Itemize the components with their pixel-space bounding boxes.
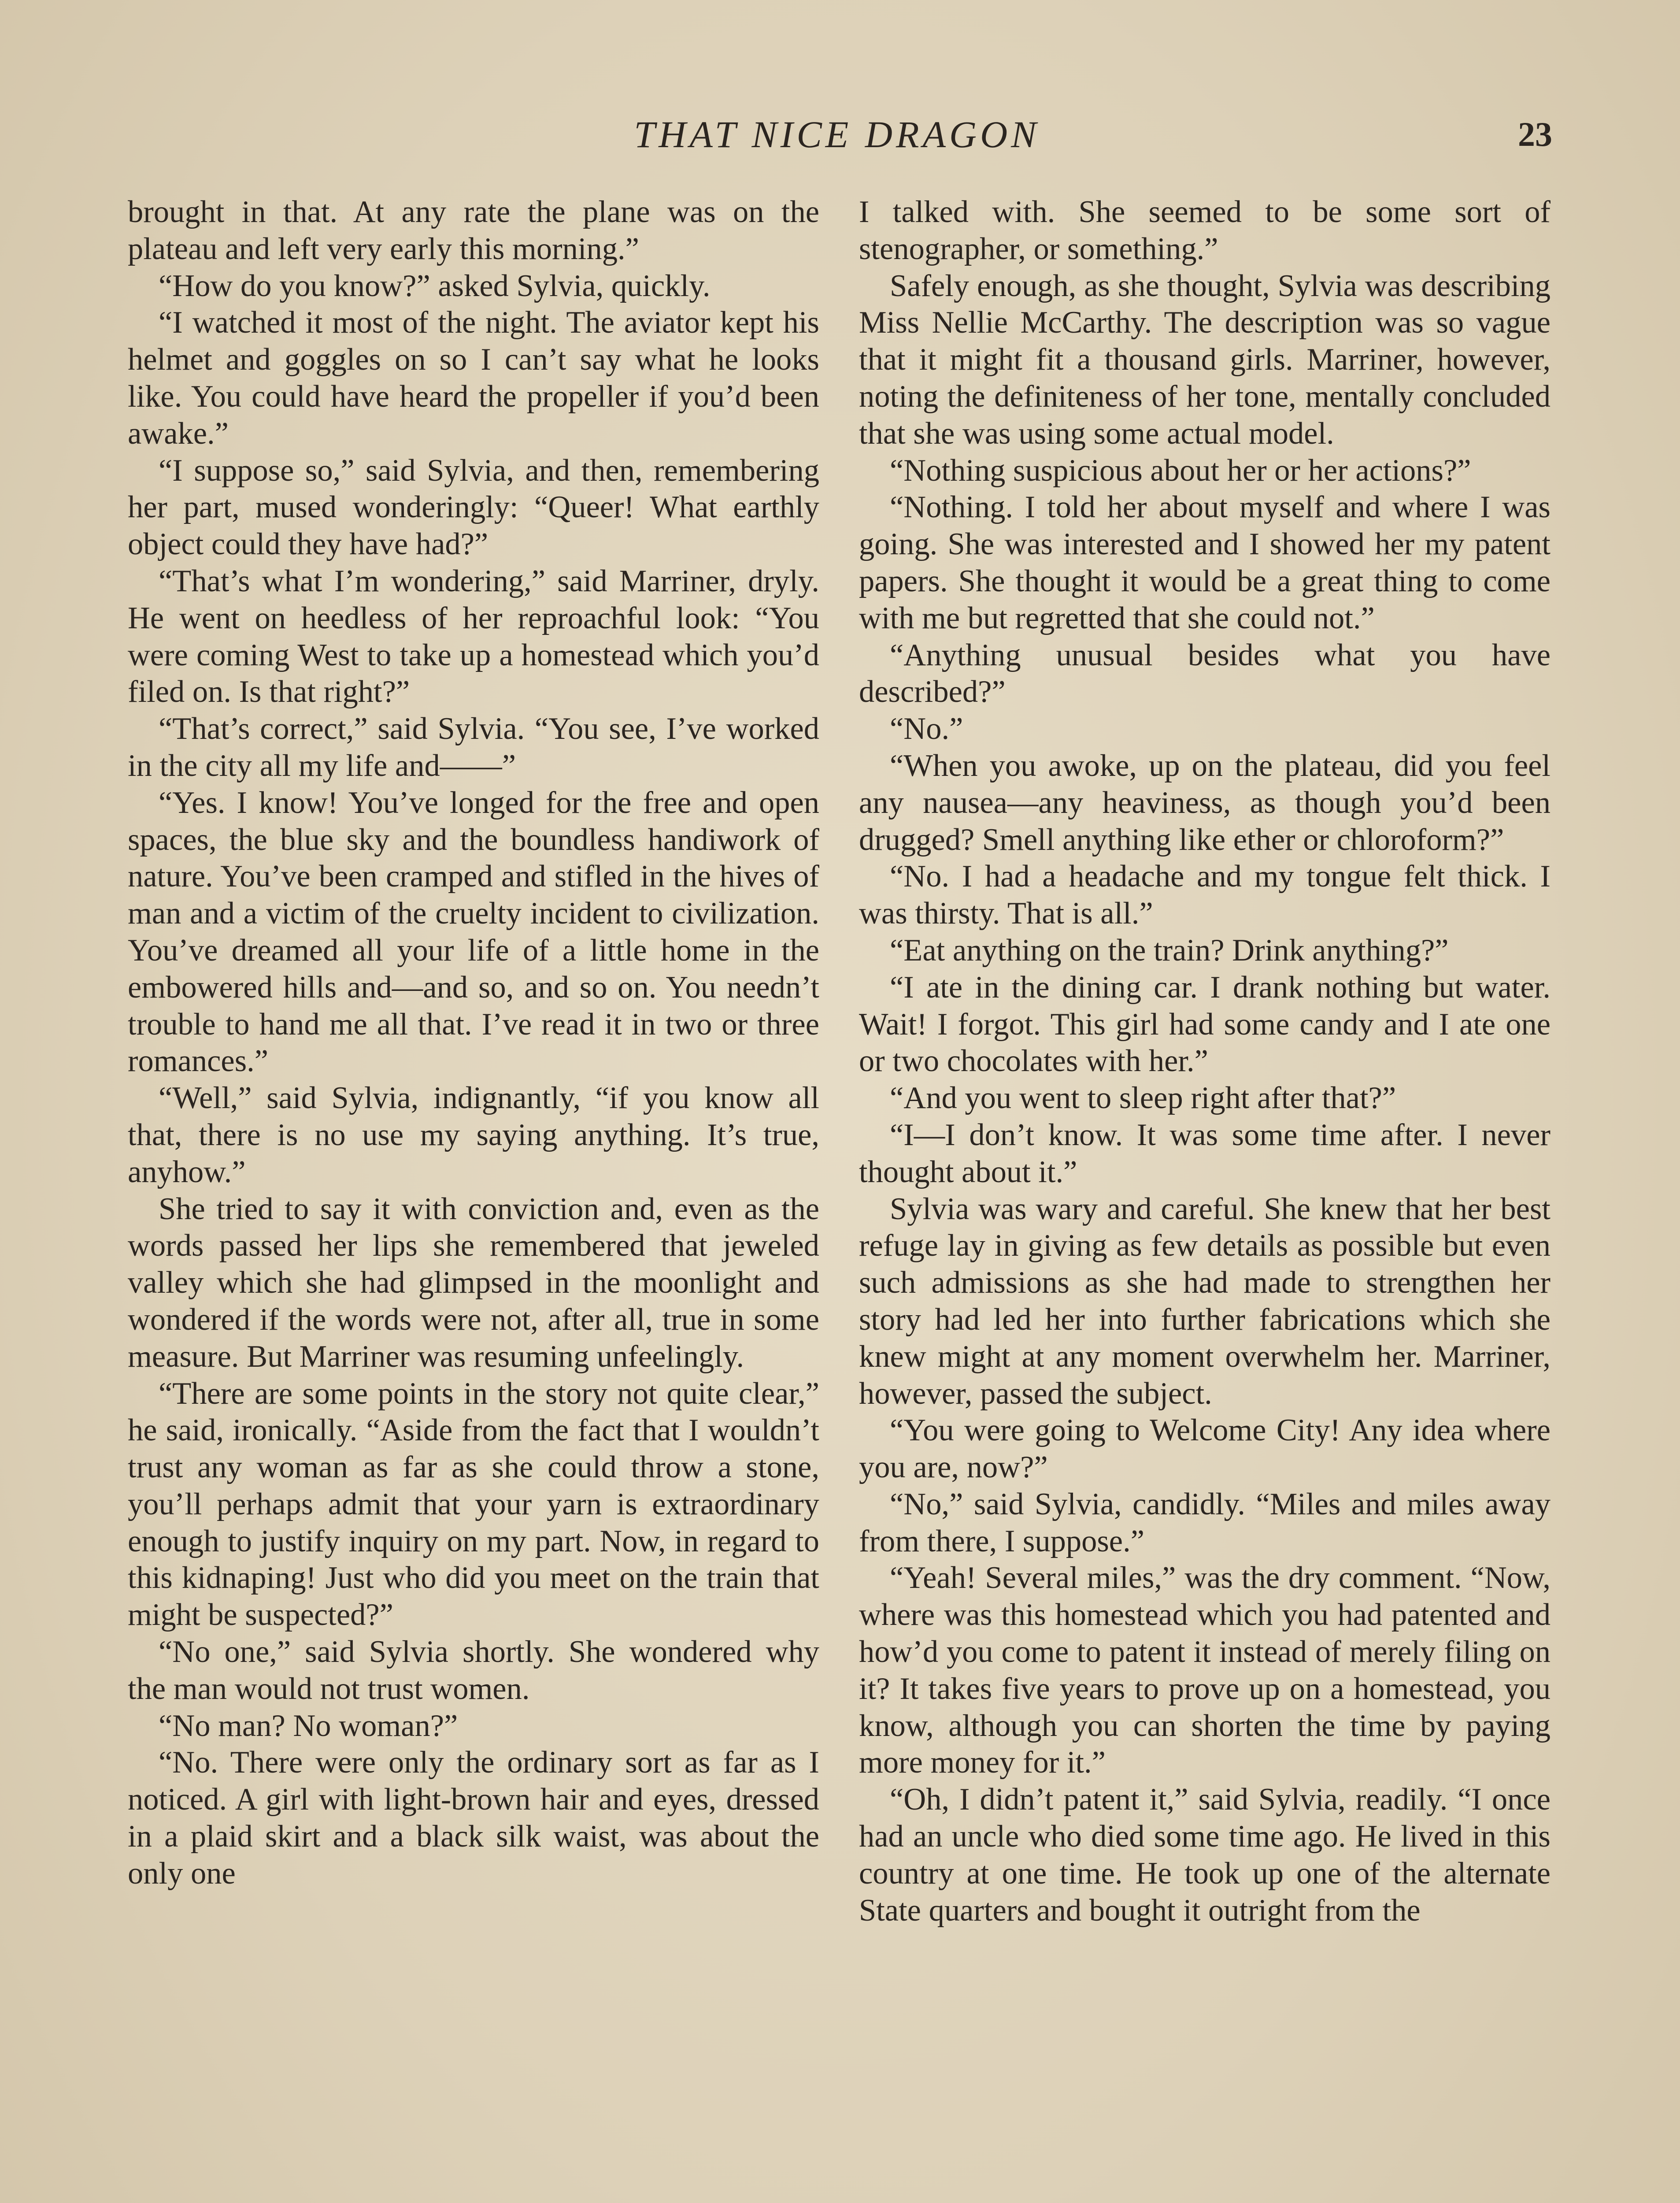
paragraph: “And you went to sleep right after that?” xyxy=(890,1081,1396,1116)
page-number: 23 xyxy=(1518,115,1552,153)
paragraph: “I—I don’t know. It was some time after. I never thought about it.” xyxy=(859,1117,1550,1189)
paragraph: “No. I had a headache and my tongue felt thick. I was thirsty. That is all.” xyxy=(859,859,1550,931)
paragraph: Safely enough, as she thought, Sylvia was describing Miss Nellie McCarthy. The description was so vague that it might fit a thousand girls. Marriner, however, noting the definiteness of her tone, mentally concluded that she was using some actual model. xyxy=(859,268,1550,451)
paragraph: “There are some points in the story not quite clear,” he said, ironically. “Aside from the fact that I wouldn’t trust any woman as far as she could throw a stone, you’ll perhaps admit that your yarn is extraordinary enough to justify inquiry on my part. Now, in regard to this kidnaping! Just who did you meet on the train that might be suspected?” xyxy=(128,1376,819,1632)
paragraph: “Well,” said Sylvia, indignantly, “if you know all that, there is no use my saying anything. It’s true, anyhow.” xyxy=(128,1081,819,1189)
paragraph: “Anything unusual besides what you have described?” xyxy=(859,638,1550,709)
paragraph: “When you awoke, up on the plateau, did you feel any nausea—any heaviness, as though you’d been drugged? Smell anything like ether or chloroform?” xyxy=(859,748,1550,857)
paragraph: “Oh, I didn’t patent it,” said Sylvia, readily. “I once had an uncle who died some time ago. He lived in this country at one time. He took up one of the alternate State quarters and bought it outright from the xyxy=(859,1782,1550,1928)
paragraph: “No.” xyxy=(890,712,963,746)
paragraph: “Nothing suspicious about her or her actions?” xyxy=(890,453,1471,488)
paragraph: “Yeah! Several miles,” was the dry comment. “Now, where was this homestead which you had patented and how’d you come to patent it instead of merely filing on it? It takes five years to prove up on a homestead, you know, although you can shorten the time by paying more money for it.” xyxy=(859,1561,1550,1780)
paragraph: “How do you know?” asked Sylvia, quickly. xyxy=(159,268,710,303)
paragraph: She tried to say it with conviction and, even as the words passed her lips she remembered that jeweled valley which she had glimpsed in the moonlight and wondered if the words were not, after all, true in some measure. But Marriner was resuming unfeelingly. xyxy=(128,1191,819,1374)
page-header xyxy=(0,110,1680,159)
paragraph: “No,” said Sylvia, candidly. “Miles and miles away from there, I suppose.” xyxy=(859,1487,1550,1558)
left-column xyxy=(128,194,819,1892)
paragraph: “Yes. I know! You’ve longed for the free and open spaces, the blue sky and the boundless handiwork of nature. You’ve been cramped and stifled in the hives of man and a victim of the cruelty incident to civilization. You’ve dreamed all your life of a little home in the embowered hills and—and so, and so on. You needn’t trouble to hand me all that. I’ve read it in two or three romances.” xyxy=(128,785,819,1079)
paragraph: “No. There were only the ordinary sort as far as I noticed. A girl with light-brown hair and eyes, dressed in a plaid skirt and a black silk waist, was about the only one xyxy=(128,1745,819,1891)
paragraph: “That’s what I’m wondering,” said Marriner, dryly. He went on heedless of her reproachful look: “You were coming West to take up a homestead which you’d filed on. Is that right?” xyxy=(128,564,819,709)
paragraph: “No man? No woman?” xyxy=(159,1708,458,1743)
paragraph: “I suppose so,” said Sylvia, and then, remembering her part, mused wonderingly: “Queer! What earthly object could they have had?” xyxy=(128,453,819,562)
paragraph: I talked with. She seemed to be some sort of stenographer, or something.” xyxy=(859,195,1550,266)
paragraph: “You were going to Welcome City! Any idea where you are, now?” xyxy=(859,1413,1550,1485)
right-column xyxy=(859,194,1550,1929)
paragraph: “No one,” said Sylvia shortly. She wondered why the man would not trust women. xyxy=(128,1635,819,1706)
paragraph: “Eat anything on the train? Drink anything?” xyxy=(890,933,1449,968)
paragraph: brought in that. At any rate the plane was on the plateau and left very early this morning.” xyxy=(128,195,819,266)
paragraph: “I watched it most of the night. The aviator kept his helmet and goggles on so I can’t say what he looks like. You could have heard the propeller if you’d been awake.” xyxy=(128,305,819,451)
paragraph: “Nothing. I told her about myself and where I was going. She was interested and I showed her my patent papers. She thought it would be a great thing to come with me but regretted that she could not.” xyxy=(859,490,1550,635)
paragraph: Sylvia was wary and careful. She knew that her best refuge lay in giving as few details as possible but even such admissions as she had made to strengthen her story had led her into further fabrications which she knew might at any moment overwhelm her. Marriner, however, passed the subject. xyxy=(859,1191,1550,1411)
paragraph: “That’s correct,” said Sylvia. “You see, I’ve worked in the city all my life and——” xyxy=(128,712,819,783)
running-title: THAT NICE DRAGON xyxy=(634,113,1040,156)
paragraph: “I ate in the dining car. I drank nothing but water. Wait! I forgot. This girl had some candy and I ate one or two chocolates with her.” xyxy=(859,970,1550,1079)
